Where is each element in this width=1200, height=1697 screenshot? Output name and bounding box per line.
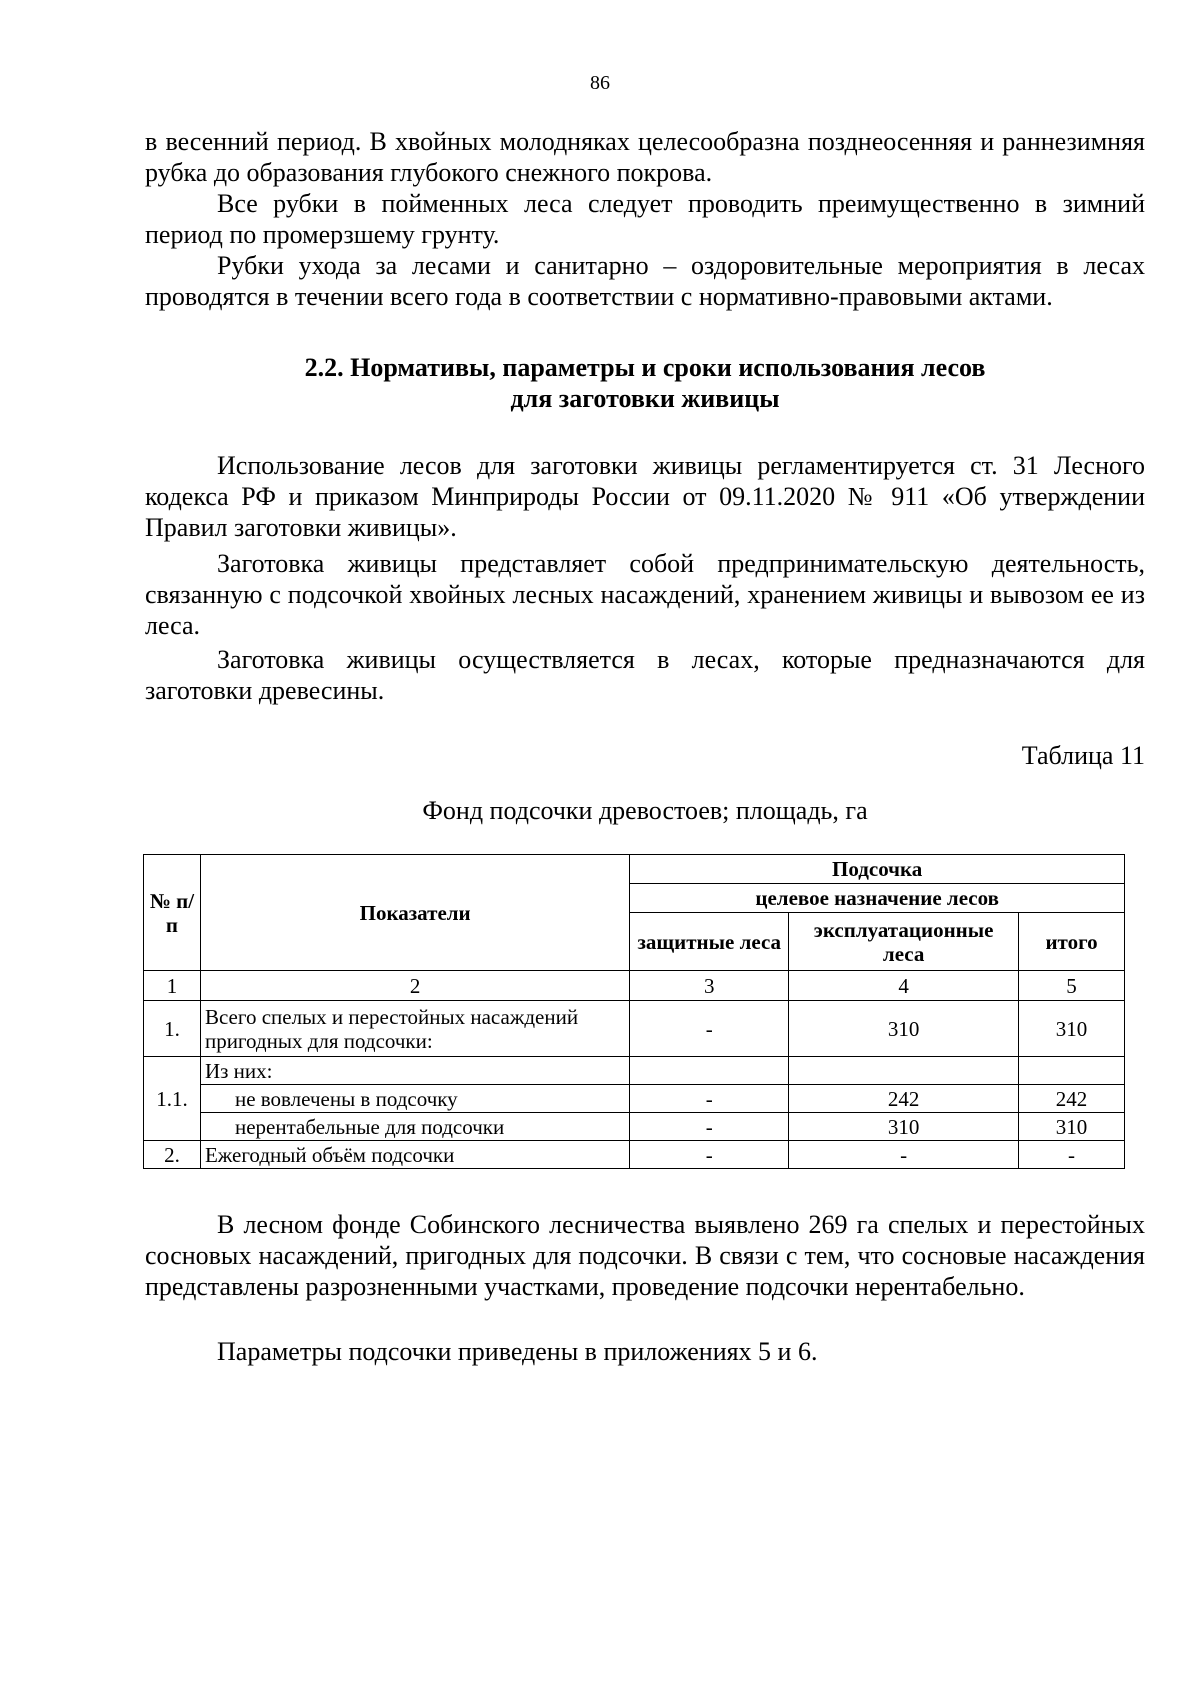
row-protective: - xyxy=(630,1001,789,1057)
table-row xyxy=(144,1141,1125,1169)
row-exploitation: - xyxy=(789,1141,1019,1169)
header-indicators: Показатели xyxy=(200,855,629,971)
row-label: Из них: xyxy=(200,1057,629,1085)
section-heading-line1: 2.2. Нормативы, параметры и сроки использования лесов xyxy=(304,353,986,382)
page-number: 86 xyxy=(590,72,610,94)
header-tapping: Подсочка xyxy=(630,855,1125,884)
col-number-5: 5 xyxy=(1019,971,1125,1001)
paragraph-sobinsky-findings: В лесном фонде Собинского лесничества выявлено 269 га спелых и перестойных сосновых насаждений, пригодных для подсочки. В связи с тем, что сосновые насаждения представлены разрозненными участками, проведение подсочки нерентабельно. xyxy=(145,1210,1145,1301)
row-protective: - xyxy=(630,1141,789,1169)
row-num: 2. xyxy=(144,1141,201,1169)
row-exploitation: 242 xyxy=(789,1085,1019,1113)
table-row xyxy=(144,1057,1125,1085)
row-num: 1.1. xyxy=(144,1057,201,1141)
row-exploitation: 310 xyxy=(789,1001,1019,1057)
header-num: № п/п xyxy=(144,855,201,971)
paragraph-tapping-parameters: Параметры подсочки приведены в приложениях 5 и 6. xyxy=(217,1337,818,1366)
col-number-3: 3 xyxy=(630,971,789,1001)
section-heading-line2: для заготовки живицы xyxy=(510,384,780,413)
row-label: не вовлечены в подсочку xyxy=(200,1085,629,1113)
table-row xyxy=(144,1113,1125,1141)
table-title: Фонд подсочки древостоев; площадь, га xyxy=(422,796,868,825)
row-label: нерентабельные для подсочки xyxy=(200,1113,629,1141)
row-label: Ежегодный объём подсочки xyxy=(200,1141,629,1169)
table-label: Таблица 11 xyxy=(1021,741,1145,770)
row-protective xyxy=(630,1057,789,1085)
col-number-1: 1 xyxy=(144,971,201,1001)
row-num: 1. xyxy=(144,1001,201,1057)
row-total: - xyxy=(1019,1141,1125,1169)
row-protective: - xyxy=(630,1113,789,1141)
header-protective: защитные леса xyxy=(630,913,789,971)
col-number-2: 2 xyxy=(200,971,629,1001)
paragraph-resin-business: Заготовка живицы представляет собой предпринимательскую деятельность, связанную с подсочкой хвойных лесных насаждений, хранением живицы и вывозом ее из леса. xyxy=(145,549,1145,640)
tapping-fund-table xyxy=(143,854,1125,1169)
row-total xyxy=(1019,1057,1125,1085)
header-exploitation: эксплуатационные леса xyxy=(789,913,1019,971)
row-total: 242 xyxy=(1019,1085,1125,1113)
table-row xyxy=(144,1001,1125,1057)
header-purpose: целевое назначение лесов xyxy=(630,884,1125,913)
col-number-4: 4 xyxy=(789,971,1019,1001)
row-total: 310 xyxy=(1019,1113,1125,1141)
row-protective: - xyxy=(630,1085,789,1113)
paragraph-resin-regulation: Использование лесов для заготовки живицы регламентируется ст. 31 Лесного кодекса РФ и приказом Минприроды России от 09.11.2020 № 911 «Об утверждении Правил заготовки живицы». xyxy=(145,451,1145,542)
paragraph-resin-forests: Заготовка живицы осуществляется в лесах, которые предназначаются для заготовки древесины. xyxy=(145,645,1145,705)
table-row xyxy=(144,1085,1125,1113)
header-total: итого xyxy=(1019,913,1125,971)
row-exploitation xyxy=(789,1057,1019,1085)
paragraph-spring-period: в весенний период. В хвойных молодняках целесообразна позднеосенняя и раннезимняя рубка до образования глубокого снежного покрова. xyxy=(145,127,1145,187)
row-total: 310 xyxy=(1019,1001,1125,1057)
row-exploitation: 310 xyxy=(789,1113,1019,1141)
row-label: Всего спелых и перестойных насаждений пригодных для подсочки: xyxy=(200,1001,629,1057)
paragraph-floodplain-felling: Все рубки в пойменных леса следует проводить преимущественно в зимний период по промерзшему грунту. xyxy=(145,189,1145,249)
paragraph-sanitary-measures: Рубки ухода за лесами и санитарно – оздоровительные мероприятия в лесах проводятся в течении всего года в соответствии с нормативно-правовыми актами. xyxy=(145,251,1145,311)
